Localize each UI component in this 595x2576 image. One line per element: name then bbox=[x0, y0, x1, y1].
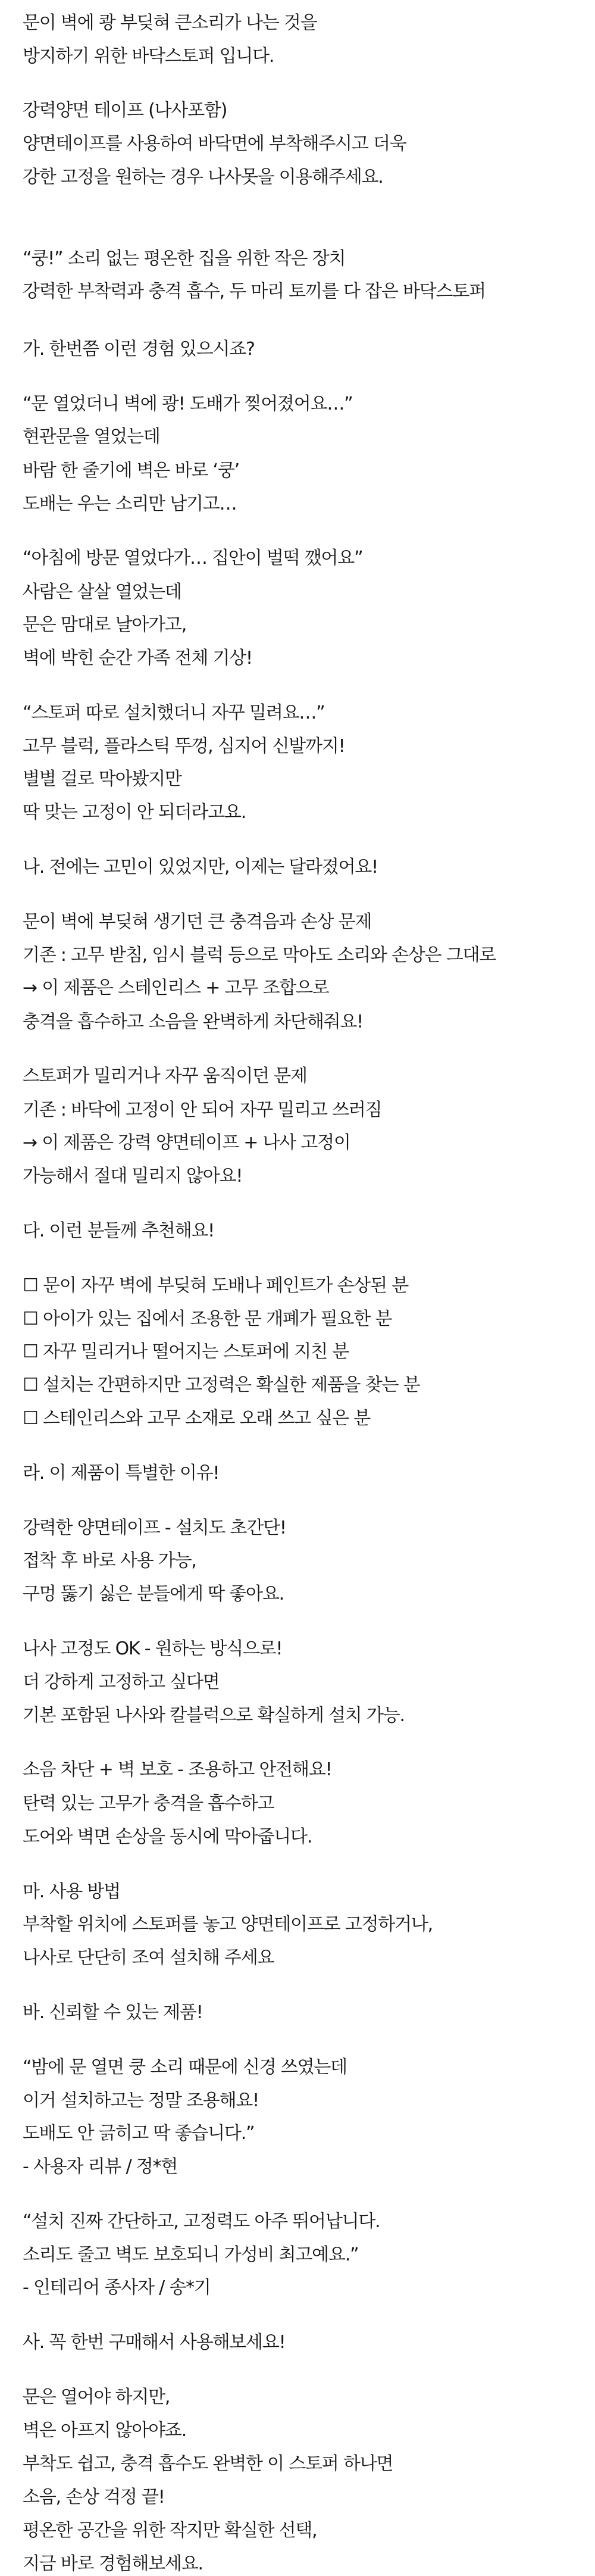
review1-line-1: “밤에 문 열면 쿵 소리 때문에 신경 쓰였는데 bbox=[23, 2056, 347, 2078]
problem2-before: 기존 : 바닥에 고정이 안 되어 자꾸 밀리고 쓰러짐 bbox=[23, 1099, 382, 1120]
intro-line-2: 방지하기 위한 바닥스토퍼 입니다. bbox=[23, 45, 274, 67]
closing-line-1: 문은 열어야 하지만, bbox=[23, 2387, 170, 2408]
section-da-heading: 다. 이런 분들께 추천해요! bbox=[23, 1220, 214, 1241]
intro-line-1: 문이 벽에 쾅 부딪혀 큰소리가 나는 것을 bbox=[23, 12, 317, 33]
review2-line-1: “설치 진짜 간단하고, 고정력도 아주 뛰어납니다. bbox=[23, 2211, 380, 2232]
closing-line-2: 벽은 아프지 않아야죠. bbox=[23, 2420, 187, 2441]
problem1-before: 기존 : 고무 받침, 임시 블럭 등으로 막아도 소리와 손상은 그대로 bbox=[23, 945, 496, 966]
closing-line-5: 평온한 공간을 위한 작지만 확실한 선택, bbox=[23, 2519, 317, 2541]
closing-line-4: 소음, 손상 걱정 끝! bbox=[23, 2486, 165, 2508]
recommend-item-5: ☐ 스테인리스와 고무 소재로 오래 쓰고 싶은 분 bbox=[23, 1408, 371, 1429]
problem2-title: 스토퍼가 밀리거나 자꾸 움직이던 문제 bbox=[23, 1066, 307, 1087]
problem1-solution-2: 충격을 흡수하고 소음을 완벽하게 차단해줘요! bbox=[23, 1011, 363, 1032]
closing-line-3: 부착도 쉽고, 충격 흡수도 완벽한 이 스토퍼 하나면 bbox=[23, 2453, 393, 2475]
story3-quote: “스토퍼 따로 설치했더니 자꾸 밀려요…” bbox=[23, 702, 325, 723]
feature3-title: 소음 차단 + 벽 보호 - 조용하고 안전해요! bbox=[23, 1759, 332, 1781]
review2-line-2: 소리도 줄고 벽도 보호되니 가성비 최고예요.” bbox=[23, 2244, 359, 2266]
section-ba-heading: 바. 신뢰할 수 있는 제품! bbox=[23, 2002, 203, 2023]
section-ga-heading: 가. 한번쯤 이런 경험 있으시죠? bbox=[23, 339, 255, 360]
feature2-line-1: 더 강하게 고정하고 싶다면 bbox=[23, 1672, 220, 1693]
recommend-item-3: ☐ 자꾸 밀리거나 떨어지는 스토퍼에 지친 분 bbox=[23, 1341, 349, 1362]
tape-line-2: 강한 고정을 원하는 경우 나사못을 이용해주세요. bbox=[23, 167, 383, 188]
section-ma-heading: 마. 사용 방법 bbox=[23, 1881, 120, 1902]
story1-line-2: 바람 한 줄기에 벽은 바로 ‘쿵’ bbox=[23, 460, 239, 481]
recommend-item-2: ☐ 아이가 있는 집에서 조용한 문 개폐가 필요한 분 bbox=[23, 1308, 392, 1329]
recommend-item-1: ☐ 문이 자꾸 벽에 부딪혀 도배나 페인트가 손상된 분 bbox=[23, 1275, 408, 1296]
recommend-item-4: ☐ 설치는 간편하지만 고정력은 확실한 제품을 찾는 분 bbox=[23, 1375, 420, 1396]
feature2-title: 나사 고정도 OK - 원하는 방식으로! bbox=[23, 1638, 283, 1660]
story3-line-1: 고무 블럭, 플라스틱 뚜껑, 심지어 신발까지! bbox=[23, 735, 345, 757]
story1-line-1: 현관문을 열었는데 bbox=[23, 426, 160, 448]
review2-author: - 인테리어 종사자 / 송*기 bbox=[23, 2277, 211, 2299]
feature1-line-1: 접착 후 바로 사용 가능, bbox=[23, 1550, 196, 1572]
problem2-solution-2: 가능해서 절대 밀리지 않아요! bbox=[23, 1165, 243, 1186]
section-ra-heading: 라. 이 제품이 특별한 이유! bbox=[23, 1463, 220, 1484]
review1-line-3: 도배도 안 긁히고 딱 좋습니다.” bbox=[23, 2123, 255, 2144]
story1-quote: “문 열었더니 벽에 쾅! 도배가 찢어졌어요…” bbox=[23, 394, 353, 415]
feature3-line-2: 도어와 벽면 손상을 동시에 막아줍니다. bbox=[23, 1826, 312, 1847]
tape-heading: 강력양면 테이프 (나사포함) bbox=[23, 99, 227, 121]
story2-quote: “아침에 방문 열었다가… 집안이 벌떡 깼어요” bbox=[23, 548, 363, 569]
story2-line-3: 벽에 박힌 순간 가족 전체 기상! bbox=[23, 648, 252, 669]
review1-author: - 사용자 리뷰 / 정*현 bbox=[23, 2156, 178, 2178]
feature1-title: 강력한 양면테이프 - 설치도 초간단! bbox=[23, 1517, 286, 1538]
tagline-2: 강력한 부착력과 충격 흡수, 두 마리 토끼를 다 잡은 바닥스토퍼 bbox=[23, 281, 486, 302]
story1-line-3: 도배는 우는 소리만 남기고… bbox=[23, 493, 237, 514]
story2-line-1: 사람은 살살 열었는데 bbox=[23, 581, 181, 602]
problem1-solution-1: → 이 제품은 스테인리스 + 고무 조합으로 bbox=[23, 978, 329, 999]
story3-line-2: 별별 걸로 막아봤지만 bbox=[23, 769, 181, 790]
problem2-solution-1: → 이 제품은 강력 양면테이프 + 나사 고정이 bbox=[23, 1132, 350, 1153]
section-sa-heading: 사. 꼭 한번 구매해서 사용해보세요! bbox=[23, 2332, 286, 2353]
feature2-line-2: 기본 포함된 나사와 칼블럭으로 확실하게 설치 가능. bbox=[23, 1704, 405, 1726]
story3-line-3: 딱 맞는 고정이 안 되더라고요. bbox=[23, 802, 246, 823]
problem1-title: 문이 벽에 부딪혀 생기던 큰 충격음과 손상 문제 bbox=[23, 911, 372, 932]
review1-line-2: 이거 설치하고는 정말 조용해요! bbox=[23, 2090, 259, 2111]
feature3-line-1: 탄력 있는 고무가 충격을 흡수하고 bbox=[23, 1793, 274, 1814]
usage-line-1: 부착할 위치에 스토퍼를 놓고 양면테이프로 고정하거나, bbox=[23, 1913, 433, 1935]
closing-line-6: 지금 바로 경험해보세요. bbox=[23, 2553, 203, 2574]
tape-line-1: 양면테이프를 사용하여 바닥면에 부착해주시고 더욱 bbox=[23, 133, 406, 154]
feature1-line-2: 구멍 뚫기 싫은 분들에게 딱 좋아요. bbox=[23, 1584, 284, 1605]
story2-line-2: 문은 맘대로 날아가고, bbox=[23, 614, 187, 635]
section-na-heading: 나. 전에는 고민이 있었지만, 이제는 달라졌어요! bbox=[23, 857, 378, 878]
tagline-1: “쿵!” 소리 없는 평온한 집을 위한 작은 장치 bbox=[23, 248, 346, 269]
usage-line-2: 나사로 단단히 조여 설치해 주세요 bbox=[23, 1947, 274, 1968]
